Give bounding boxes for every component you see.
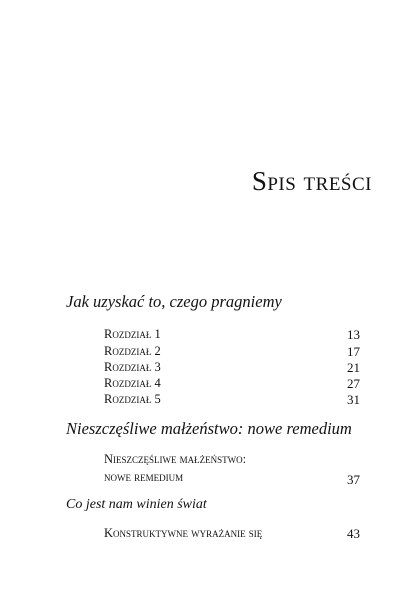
entry-page-number: 31 [347,392,360,407]
toc-entry[interactable] [104,392,360,409]
page-title: Spis treści [251,166,372,196]
section-heading: Co jest nam winien świat [66,497,207,512]
entry-page-number: 43 [347,526,360,541]
toc-entry[interactable] [104,327,360,344]
entry-label: Rozdział 4 [104,376,161,390]
toc-entry[interactable] [104,376,360,393]
entry-label-line: Nieszczęśliwe małżeństwo: [104,452,247,466]
entry-page-number: 27 [347,376,360,391]
entry-label-line: nowe remedium [104,470,184,484]
entry-label: Rozdział 2 [104,344,161,358]
toc-entry[interactable] [104,360,360,377]
entry-label: Rozdział 5 [104,392,161,406]
section-heading: Jak uzyskać to, czego pragniemy [66,292,282,311]
section-heading: Nieszczęśliwe małżeństwo: nowe remedium [66,419,352,438]
toc-entry[interactable] [104,344,360,361]
toc-entry[interactable] [104,526,360,543]
entry-label: Rozdział 1 [104,327,161,341]
toc-entry[interactable] [104,452,360,488]
entry-page-number: 37 [347,472,360,487]
entry-page-number: 21 [347,360,360,375]
entry-label: Konstruktywne wyrażanie się [104,526,263,540]
entry-page-number: 13 [347,327,360,342]
entry-page-number: 17 [347,344,360,359]
entry-label: Rozdział 3 [104,360,161,374]
